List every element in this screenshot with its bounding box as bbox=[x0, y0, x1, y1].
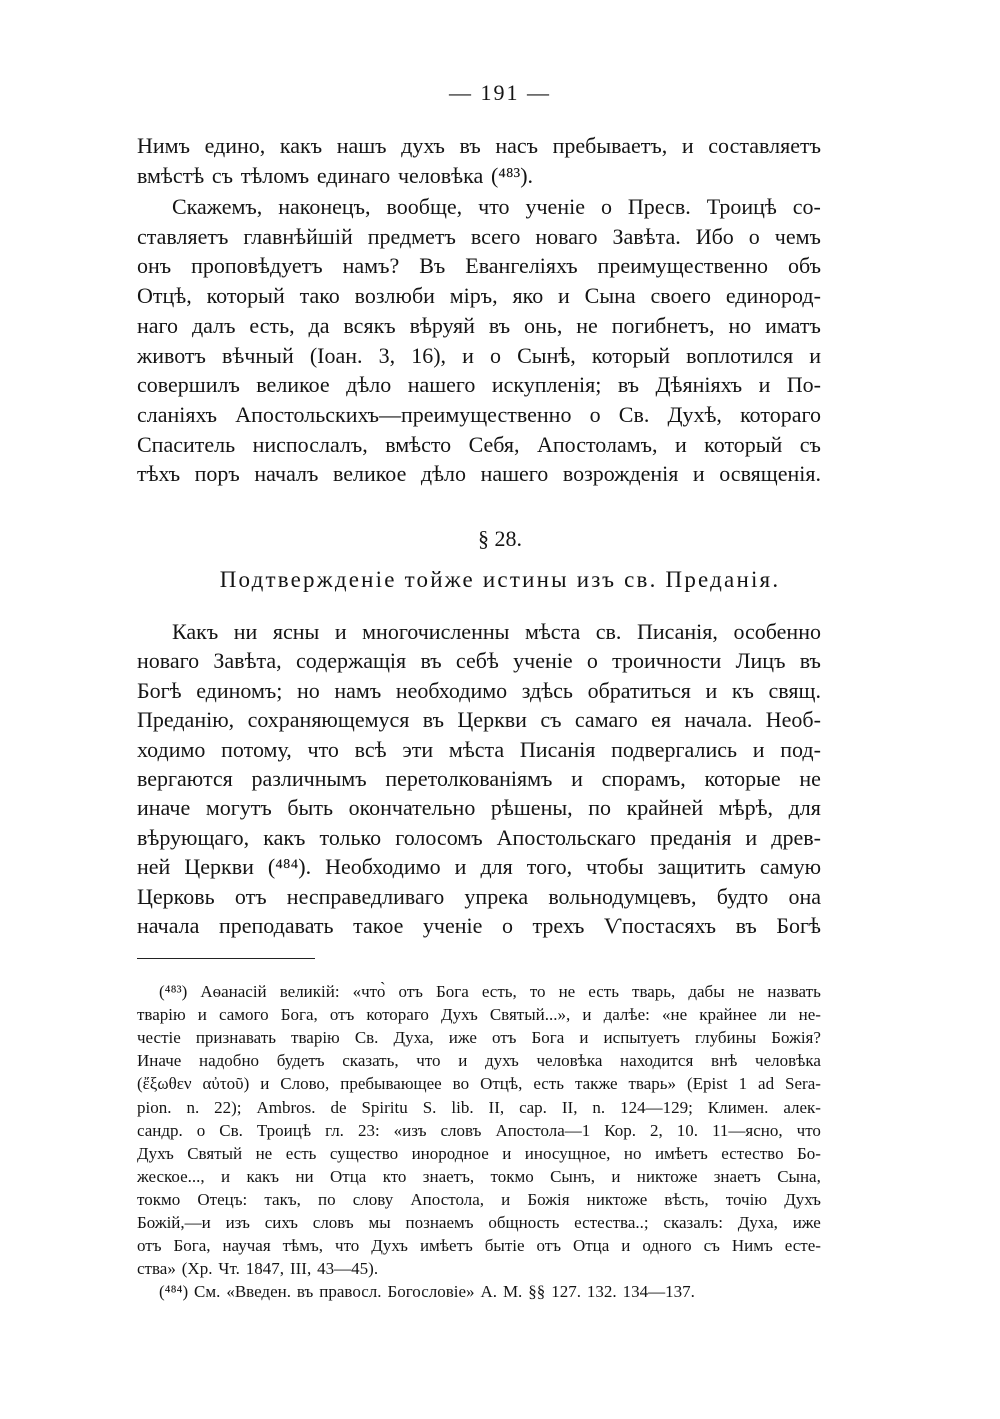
para3-line: Какъ ни ясны и многочисленны мѣста св. Писанія, особенно bbox=[172, 619, 821, 644]
footnote-line: (ἔξωθεν αὐτοῦ) и Слово, пребывающее во Отцѣ, есть также тварь» (Epist 1 ad Sera- bbox=[137, 1074, 821, 1094]
footnote-divider bbox=[137, 958, 315, 959]
footnote-line: (⁴⁸⁴) См. «Введен. въ правосл. Богословіе» А. М. §§ 127. 132. 134—137. bbox=[159, 1282, 695, 1302]
para2-line: Отцѣ, который тако возлюби міръ, яко и Сына своего единород- bbox=[137, 283, 821, 309]
para2-line: тѣхъ поръ началъ великое дѣло нашего возрожденія и освященія. bbox=[137, 461, 821, 487]
para3-line: ходимо потому, что всѣ эти мѣста Писанія подвергались и под- bbox=[137, 736, 821, 762]
section-number: § 28. bbox=[478, 526, 522, 551]
para3-line: вергаются различнымъ перетолкованіямъ и спорамъ, которые не bbox=[137, 766, 821, 791]
para3-line: начала преподавать такое ученіе о трехъ Ѵпостасяхъ въ Богѣ bbox=[137, 913, 821, 938]
para2-line: сланіяхъ Апостольскихъ—преимущественно о Св. Духѣ, котораго bbox=[137, 401, 821, 427]
para3-line: Церковь отъ несправедливаго упрека вольнодумцевъ, будто она bbox=[137, 883, 821, 909]
footnote-line: тварію и самого Бога, отъ котораго Духъ Святый...», и далѣе: «не крайнее ли не- bbox=[137, 1005, 821, 1025]
para3-line: новаго Завѣта, содержащія въ себѣ ученіе о троичности Лицъ въ bbox=[137, 648, 821, 674]
para3-line: Преданію, сохраняющемуся въ Церкви съ самаго ея начала. Необ- bbox=[137, 707, 821, 733]
footnote-line: Духъ Святый не есть существо инородное и иносущное, но имѣетъ естество Бо- bbox=[137, 1143, 821, 1163]
para2-line: животъ вѣчный (Іоан. 3, 16), и о Сынѣ, который воплотился и bbox=[137, 342, 821, 368]
footnote-line: Иначе надобно будетъ сказать, что и духъ человѣка находится внѣ человѣка bbox=[137, 1051, 821, 1071]
para3-line: Богѣ единомъ; но намъ необходимо здѣсь обратиться и къ свящ. bbox=[137, 677, 821, 703]
para2-line: наго далъ есть, да всякъ вѣруяй въ онь, не погибнетъ, но иматъ bbox=[137, 312, 821, 338]
para1-line: Нимъ едино, какъ нашъ духъ въ насъ пребываетъ, и составляетъ bbox=[137, 133, 821, 158]
para2-line: ставляетъ главнѣйшій предметъ всего новаго Завѣта. Ибо о чемъ bbox=[137, 223, 821, 249]
footnote-line: жеское..., и какъ ни Отца кто знаетъ, токмо Сынъ, и никтоже знаетъ Сына, bbox=[137, 1166, 821, 1186]
section-title: Подтвержденіе тойже истины изъ св. Преданія. bbox=[219, 567, 781, 592]
footnote-line: честіе признавать тварію Св. Духа, иже отъ Бога и испытуетъ глубины Божія? bbox=[137, 1028, 821, 1048]
footnote-line: отъ Бога, научая тѣмъ, что Духъ имѣетъ бытіе отъ Отца и одного съ Нимъ есте- bbox=[137, 1236, 821, 1256]
para3-line: вѣрующаго, какъ только голосомъ Апостольскаго преданія и древ- bbox=[137, 824, 821, 850]
footnote-line: Божій,—и изъ сихъ словъ мы познаемъ общность естества..; сказалъ: Духа, иже bbox=[137, 1213, 821, 1232]
footnote-line: (⁴⁸³) Аѳанасій великій: «что̀ отъ Бога есть, то не есть тварь, дабы не назвать bbox=[159, 982, 821, 1001]
para2-line: Скажемъ, наконецъ, вообще, что ученіе о Пресв. Троицѣ со- bbox=[172, 194, 821, 219]
footnote-line: pion. n. 22); Ambros. de Spiritu S. lib. II, cap. II, n. 124—129; Климен. алек- bbox=[137, 1097, 821, 1117]
para3-line: иначе могутъ быть окончательно рѣшены, по крайней мѣрѣ, для bbox=[137, 795, 821, 821]
para2-line: онъ проповѣдуетъ намъ? Въ Евангеліяхъ преимущественно объ bbox=[137, 253, 821, 279]
footnote-line: токмо Отецъ: такъ, по слову Апостола, и Божія никтоже вѣсть, точію Духъ bbox=[137, 1189, 821, 1209]
para1-line: вмѣстѣ съ тѣломъ единаго человѣка (⁴⁸³). bbox=[137, 163, 534, 188]
page-number: — 191 — bbox=[449, 80, 551, 105]
para2-line: совершилъ великое дѣло нашего искупленія; въ Дѣяніяхъ и По- bbox=[137, 372, 821, 398]
para2-line: Спаситель ниспослалъ, вмѣсто Себя, Апостоламъ, и который съ bbox=[137, 431, 821, 457]
para3-line: ней Церкви (⁴⁸⁴). Необходимо и для того, чтобы защитить самую bbox=[137, 854, 821, 880]
footnote-line: сандр. о Св. Троицѣ гл. 23: «изъ словъ Апостола—1 Кор. 2, 10. 11—ясно, что bbox=[137, 1120, 821, 1140]
footnote-line: ства» (Хр. Чт. 1847, III, 43—45). bbox=[137, 1259, 379, 1279]
